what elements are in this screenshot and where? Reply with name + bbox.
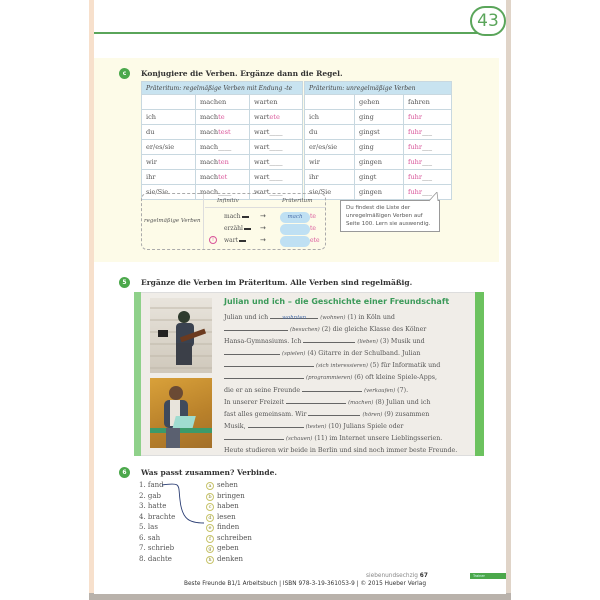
verb: bringen — [217, 491, 245, 500]
letter-circle: f — [206, 535, 214, 543]
answer-blank-10[interactable] — [248, 421, 304, 428]
answer-pill[interactable]: mach — [280, 212, 310, 223]
example-answer: wohnten — [282, 315, 307, 321]
table-row — [305, 155, 452, 170]
letter-circle: d — [206, 514, 214, 522]
verb-cue: (sich interessieren) — [316, 363, 369, 370]
ending: te — [218, 113, 225, 121]
form: fuhr — [408, 143, 423, 151]
verb-cue: (besuchen) — [290, 327, 320, 334]
text-segment: (7). — [395, 386, 409, 394]
text-segment: Julian und ich — [224, 314, 271, 321]
pronoun-cell: ihr — [142, 170, 196, 185]
col-warten: warten — [250, 95, 303, 110]
connection-line[interactable] — [160, 480, 210, 530]
stem: wart____ — [254, 188, 283, 196]
pronoun-cell: ich — [142, 110, 196, 125]
workbook-page — [94, 0, 506, 594]
ending: test — [218, 128, 231, 136]
instruction-c: Konjugiere die Verben. Ergänze dann die Regel. — [141, 69, 343, 78]
stem: mach — [200, 173, 219, 181]
story-title: Julian und ich – die Geschichte einer Freundschaft — [224, 297, 450, 306]
arrow-icon: → — [260, 236, 266, 244]
regular-verbs-table — [141, 81, 303, 200]
blank: ___ — [422, 158, 432, 166]
text-segment: (6) oft kleine Spiele-Apps, — [352, 374, 438, 382]
verb: schreiben — [217, 533, 252, 542]
left-item[interactable]: 2. gab — [139, 491, 162, 500]
answer-blank-1[interactable] — [270, 312, 318, 319]
left-item[interactable]: 4. brachte — [139, 512, 176, 521]
pronoun-cell: sie/Sie — [305, 185, 355, 200]
page-word: siebenundsechzig — [366, 573, 418, 579]
instruction-5: Ergänze die Verben im Präteritum. Alle Verben sind regelmäßig. — [141, 278, 413, 287]
fahren-cell[interactable] — [404, 110, 452, 125]
warten-cell[interactable] — [250, 110, 303, 125]
col-blank — [142, 95, 196, 110]
verb-cue: (lieben) — [357, 339, 378, 346]
col-machen: machen — [196, 95, 250, 110]
verb: lesen — [217, 512, 236, 521]
exercise-badge-6: 6 — [119, 467, 130, 478]
stem: wart____ — [254, 173, 283, 181]
text-segment: (8) Julian und ich — [373, 398, 431, 406]
verb-cue: (machen) — [348, 399, 374, 406]
table-row — [305, 125, 452, 140]
table-row — [142, 155, 303, 170]
verb: finden — [217, 523, 240, 531]
text-segment: Hansa-Gymnasiums. Ich — [224, 338, 304, 346]
story-text — [224, 312, 474, 456]
text-segment: fast alles gemeinsam. Wir — [224, 410, 309, 418]
ending: te — [310, 213, 316, 220]
verb-cue: (testen) — [305, 423, 327, 430]
left-item[interactable]: 3. hatte — [139, 502, 167, 510]
pronoun-cell: er/es/sie — [142, 140, 196, 155]
col-blank — [305, 95, 355, 110]
fahren-cell[interactable] — [404, 185, 452, 200]
warten-cell[interactable] — [250, 140, 303, 155]
table-row — [142, 140, 303, 155]
pronoun-cell: sie/Sie — [142, 185, 196, 200]
pronoun-cell: wir — [142, 155, 196, 170]
gehen-cell[interactable]: ging — [355, 140, 404, 155]
verb-cue: (hören) — [362, 411, 383, 418]
pronoun-cell: du — [305, 125, 355, 140]
stem: mach____ — [200, 143, 232, 151]
right-item[interactable] — [206, 543, 252, 554]
left-item[interactable]: 5. las — [139, 523, 158, 531]
chapter-badge: 43 — [470, 6, 506, 36]
form: fuhr — [408, 173, 423, 181]
answer-blank-9[interactable] — [308, 409, 360, 416]
text-segment: Musik, — [224, 422, 248, 430]
machen-cell[interactable] — [196, 125, 250, 140]
instruction-6: Was passt zusammen? Verbinde. — [141, 468, 278, 477]
right-item[interactable] — [206, 554, 252, 565]
warten-cell[interactable] — [250, 170, 303, 185]
text-segment: (11) im Internet unsere Lieblingsserien. — [312, 434, 443, 442]
form: fuhr — [408, 128, 423, 136]
ending: ten — [218, 158, 229, 166]
answer-blank-3[interactable] — [303, 336, 355, 343]
right-item[interactable] — [206, 501, 252, 512]
gehen-cell[interactable]: ging — [355, 110, 404, 125]
ending: ete — [310, 237, 320, 244]
verb-cue: (schauen) — [286, 435, 313, 442]
table-row — [305, 140, 452, 155]
stem: wart____ — [254, 128, 283, 136]
verb: geben — [217, 544, 239, 552]
stem: mach — [200, 113, 219, 121]
right-item[interactable] — [206, 522, 252, 533]
infinitive — [224, 213, 249, 220]
answer-pill[interactable] — [280, 236, 310, 247]
stem: wart — [254, 113, 270, 121]
verb-cue: (spielen) — [282, 351, 306, 358]
blank: ___ — [422, 173, 432, 181]
letter-circle: e — [206, 524, 214, 532]
stem: mach — [200, 158, 219, 166]
irregular-verbs-table — [304, 81, 452, 200]
gehen-cell[interactable]: gingen — [355, 185, 404, 200]
text-segment: (2) die gleiche Klasse des Kölner — [319, 326, 427, 334]
machen-cell[interactable] — [196, 110, 250, 125]
infinitive — [224, 237, 246, 244]
header-rule — [94, 32, 484, 34]
text-segment: die er an seine Freunde — [224, 386, 303, 394]
col-fahren: fahren — [404, 95, 452, 110]
ending: tet — [218, 173, 228, 181]
photo-laptop-user — [150, 378, 212, 448]
answer-blank-4[interactable] — [224, 348, 280, 355]
rule-box — [141, 193, 326, 250]
text-segment: (3) Musik und — [377, 338, 425, 346]
table-row — [305, 110, 452, 125]
blank: ___ — [422, 128, 432, 136]
stem: mach — [224, 213, 241, 220]
praeteritum-header: Präteritum — [282, 198, 313, 204]
tip-bubble-tail — [429, 192, 441, 202]
left-item[interactable]: 6. sah — [139, 533, 161, 542]
fahren-cell[interactable] — [404, 155, 452, 170]
table-header: Präteritum: regelmäßige Verben mit Endung -te — [142, 82, 303, 95]
table-row — [142, 170, 303, 185]
blank: ___ — [422, 188, 432, 196]
table-row — [142, 110, 303, 125]
tip-bubble: Du findest die Liste der unregelmäßigen Verben auf Seite 100. Lern sie auswendig. — [340, 200, 440, 232]
letter-circle: a — [206, 482, 214, 490]
ending: ete — [269, 113, 280, 121]
page-edge-right — [506, 0, 511, 594]
text-segment: (1) in Köln und — [345, 314, 395, 321]
left-item[interactable]: 8. dachte — [139, 554, 172, 563]
pronoun-cell: ihr — [305, 170, 355, 185]
col-gehen: gehen — [355, 95, 404, 110]
answer-blank-11[interactable] — [224, 433, 284, 440]
pronoun-cell: wir — [305, 155, 355, 170]
verb: denken — [217, 554, 244, 563]
machen-cell[interactable] — [196, 170, 250, 185]
answer-blank-5[interactable] — [224, 360, 314, 367]
right-item[interactable] — [206, 480, 252, 491]
table-row — [142, 125, 303, 140]
ending: te — [310, 225, 316, 232]
exercise-badge-c: c — [119, 68, 130, 79]
arrow-icon: → — [260, 224, 266, 232]
stem: mach____ — [200, 188, 232, 196]
letter-circle: g — [206, 545, 214, 553]
verb-cue: (programmieren) — [306, 375, 353, 382]
table-header: Präteritum: unregelmäßige Verben — [305, 82, 452, 95]
photo-guitar-player — [150, 298, 212, 373]
struck-ending — [239, 240, 246, 242]
story-right-bar — [475, 292, 484, 456]
struck-ending — [244, 228, 251, 230]
text-segment: (10) Julians Spiele oder — [326, 422, 404, 430]
right-item[interactable] — [206, 512, 252, 523]
table-row — [305, 170, 452, 185]
form: fuhr — [408, 158, 423, 166]
left-item[interactable]: 1. fand — [139, 481, 164, 489]
story-left-bar — [134, 292, 141, 456]
pronoun-cell: du — [142, 125, 196, 140]
struck-ending — [242, 216, 249, 218]
right-item[interactable] — [206, 533, 252, 544]
form: fuhr — [408, 113, 423, 121]
infinitiv-header: Infinitiv — [217, 198, 239, 204]
section-tag: Trainer — [470, 573, 506, 579]
verb-cue: (verkaufen) — [364, 387, 396, 394]
fahren-cell[interactable] — [404, 140, 452, 155]
exercise-badge-5: 5 — [119, 277, 130, 288]
page-label — [366, 573, 428, 579]
answer-pill[interactable] — [280, 224, 310, 235]
blank: ___ — [422, 143, 432, 151]
machen-cell[interactable] — [196, 155, 250, 170]
text-segment: (5) für Informatik und — [368, 362, 441, 370]
verb: sehen — [217, 481, 238, 489]
gehen-cell[interactable]: gingst — [355, 125, 404, 140]
machen-cell[interactable] — [196, 140, 250, 155]
stem: wart____ — [254, 143, 283, 151]
arrow-icon: → — [260, 212, 266, 220]
text-segment: In unserer Freizeit — [224, 398, 287, 406]
page-shadow — [89, 593, 511, 600]
letter-circle: c — [206, 503, 214, 511]
fahren-cell[interactable] — [404, 170, 452, 185]
verb-cue: (wohnen) — [320, 315, 346, 321]
form: fuhr — [408, 188, 423, 196]
page-number: 67 — [419, 573, 428, 579]
gehen-cell[interactable]: gingen — [355, 155, 404, 170]
right-item[interactable] — [206, 491, 252, 502]
answer-blank-8[interactable] — [286, 397, 346, 404]
answer-blank-7[interactable] — [302, 385, 362, 392]
answer-blank-6[interactable] — [224, 372, 304, 379]
stem: mach — [200, 128, 219, 136]
text-segment: (9) zusammen — [382, 410, 430, 418]
stem: erzähl — [224, 225, 243, 232]
letter-circle: h — [206, 556, 214, 564]
gehen-cell[interactable]: gingt — [355, 170, 404, 185]
pronoun-cell: ich — [305, 110, 355, 125]
infinitive — [224, 225, 251, 232]
pronoun-cell: er/es/sie — [305, 140, 355, 155]
text-segment: (4) Gitarre in der Schulband. Julian — [305, 350, 421, 358]
verb: haben — [217, 502, 239, 510]
letter-circle: b — [206, 493, 214, 501]
warning-icon: ! — [209, 236, 217, 244]
text-segment: Heute studieren wir beide in Berlin und sind noch immer beste Freunde. — [224, 447, 458, 455]
warten-cell[interactable] — [250, 125, 303, 140]
rule-label: regelmäßige Verben — [144, 218, 201, 224]
stem: wart____ — [254, 158, 283, 166]
answer-blank-2[interactable] — [224, 324, 288, 331]
left-item[interactable]: 7. schrieb — [139, 544, 175, 552]
imprint: Beste Freunde B1/1 Arbeitsbuch | ISBN 978-3-19-361053-9 | © 2015 Hueber Verlag — [184, 581, 427, 587]
stem: wart — [224, 237, 238, 244]
match-right-list — [206, 480, 252, 564]
fahren-cell[interactable] — [404, 125, 452, 140]
warten-cell[interactable] — [250, 155, 303, 170]
